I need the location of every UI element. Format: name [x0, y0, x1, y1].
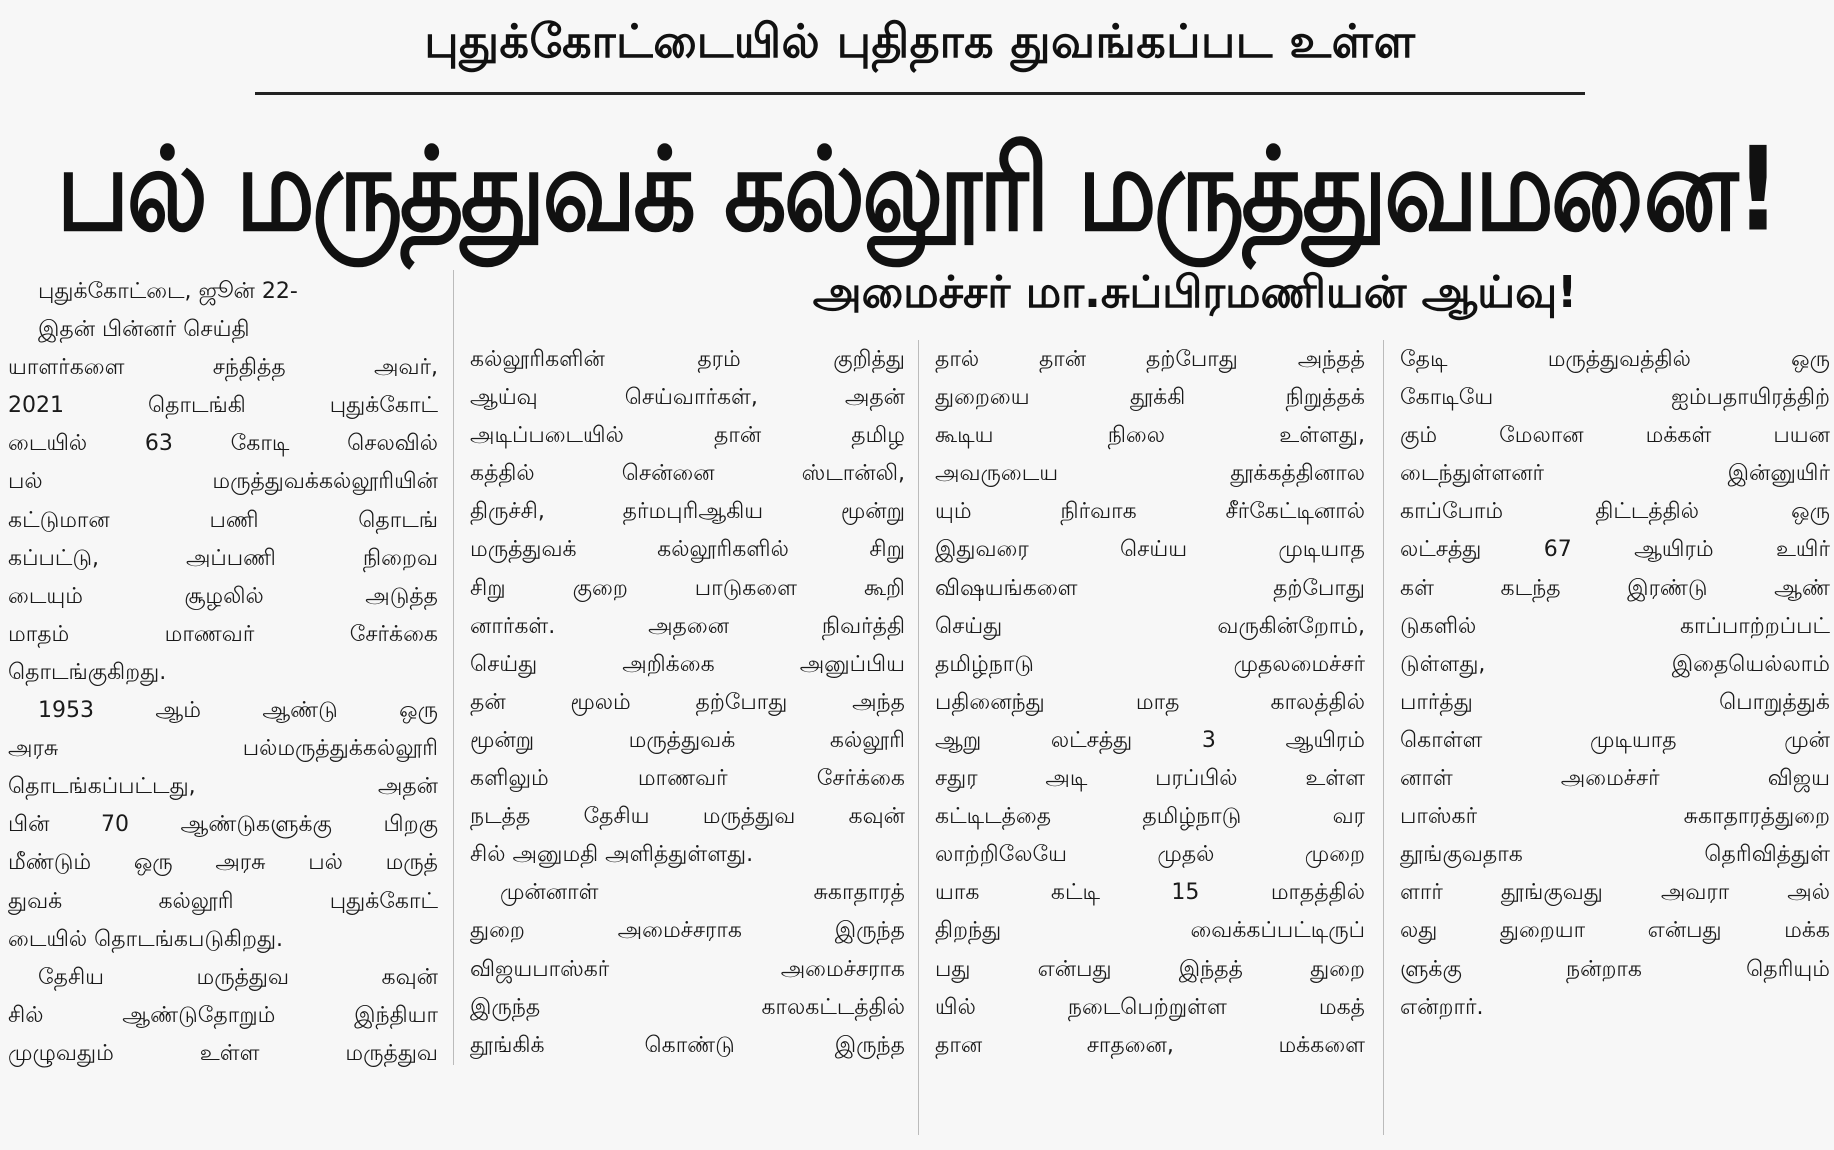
text-line: மூன்று மருத்துவக் கல்லூரி — [470, 727, 905, 753]
text-line: பல் மருத்துவக்கல்லூரியின் — [8, 469, 438, 495]
text-line: கொள்ள முடியாத முன் — [1400, 727, 1830, 753]
text-line: சில் ஆண்டுதோறும் இந்தியா — [8, 1002, 438, 1028]
text-line: ஆய்வு செய்வார்கள், அதன் — [470, 385, 905, 411]
text-line: முழுவதும் உள்ள மருத்துவ — [8, 1040, 438, 1066]
text-line: முன்னாள் சுகாதாரத் — [500, 880, 905, 906]
column-divider — [453, 270, 454, 1065]
text-line: என்றார். — [1400, 994, 1484, 1020]
text-line: யாளர்களை சந்தித்த அவர், — [8, 355, 438, 381]
text-line: விஜயபாஸ்கர் அமைச்சராக — [470, 956, 905, 982]
text-line: கட்டிடத்தை தமிழ்நாடு வர — [935, 804, 1365, 830]
text-line: யில் நடைபெற்றுள்ள மகத் — [935, 994, 1365, 1020]
text-line: னாள் அமைச்சர் விஜய — [1400, 766, 1830, 792]
text-line: லது துறையா என்பது மக்க — [1400, 918, 1830, 944]
text-line: அரசு பல்மருத்துக்கல்லூரி — [8, 736, 438, 762]
article-column-2 — [470, 341, 905, 1065]
text-line: பார்த்து பொறுத்துக் — [1400, 689, 1830, 715]
text-line: இதன் பின்னர் செய்தி — [38, 317, 250, 343]
text-line: டுகளில் காப்பாற்றப்பட் — [1400, 613, 1830, 639]
text-line: யும் நிர்வாக சீர்கேட்டினால் — [935, 499, 1365, 525]
text-line: கும் மேலான மக்கள் பயன — [1400, 423, 1830, 449]
text-line: 1953 ஆம் ஆண்டு ஒரு — [38, 698, 438, 724]
text-line: பது என்பது இந்தத் துறை — [935, 956, 1365, 982]
text-line: கள் கடந்த இரண்டு ஆண் — [1400, 575, 1830, 601]
text-line: செய்து அறிக்கை அனுப்பிய — [470, 651, 905, 677]
text-line: தேசிய மருத்துவ கவுன் — [38, 964, 438, 990]
text-line: துவக் கல்லூரி புதுக்கோட் — [8, 888, 438, 914]
text-line: தான சாதனை, மக்களை — [935, 1032, 1365, 1058]
text-line: தால் தான் தற்போது அந்தத் — [935, 347, 1365, 372]
text-line: தூங்குவதாக தெரிவித்துள் — [1400, 842, 1830, 868]
text-line: யாக கட்டி 15 மாதத்தில் — [935, 880, 1365, 906]
text-line: நடத்த தேசிய மருத்துவ கவுன் — [470, 804, 905, 830]
text-line: டுள்ளது, இதையெல்லாம் — [1400, 651, 1830, 677]
text-line: 2021 தொடங்கி புதுக்கோட் — [8, 393, 438, 419]
text-line: தொடங்குகிறது. — [8, 659, 167, 685]
dateline: புதுக்கோட்டை, ஜூன் 22- — [38, 279, 298, 304]
text-line: கல்லூரிகளின் தரம் குறித்து — [470, 347, 905, 372]
text-line: தூங்கிக் கொண்டு இருந்த — [470, 1032, 905, 1058]
article-column-4 — [1400, 341, 1830, 1027]
text-line: மருத்துவக் கல்லூரிகளில் சிறு — [470, 537, 905, 563]
text-line: சில் அனுமதி அளித்துள்ளது. — [470, 842, 754, 868]
text-line: துறை அமைச்சராக இருந்த — [470, 918, 905, 944]
text-line: சதுர அடி பரப்பில் உள்ள — [935, 766, 1365, 792]
text-line: கட்டுமான பணி தொடங் — [8, 507, 438, 533]
text-line: கோடியே ஐம்பதாயிரத்திற் — [1400, 385, 1830, 411]
text-line: திறந்து வைக்கப்பட்டிருப் — [935, 918, 1365, 944]
text-line: பின் 70 ஆண்டுகளுக்கு பிறகு — [8, 812, 438, 838]
text-line: ளார் தூங்குவது அவரா அல் — [1400, 880, 1830, 906]
column-divider — [918, 340, 919, 1135]
text-line: னார்கள். அதனை நிவர்த்தி — [470, 613, 905, 639]
text-line: திருச்சி, தர்மபுரிஆகிய மூன்று — [470, 499, 905, 525]
text-line: இருந்த காலகட்டத்தில் — [470, 994, 905, 1020]
text-line: டையும் சூழலில் அடுத்த — [8, 583, 438, 609]
kicker-headline: புதுக்கோட்டையில் புதிதாக துவங்கப்பட உள்ள — [424, 14, 1416, 68]
text-line: கத்தில் சென்னை ஸ்டான்லி, — [470, 461, 905, 487]
text-line: பாஸ்கர் சுகாதாரத்துறை — [1400, 804, 1830, 830]
text-line: ஆறு லட்சத்து 3 ஆயிரம் — [935, 727, 1365, 753]
text-line: சிறு குறை பாடுகளை கூறி — [470, 575, 905, 601]
text-line: ளுக்கு நன்றாக தெரியும் — [1400, 956, 1830, 982]
text-line: செய்து வருகின்றோம், — [935, 613, 1365, 639]
article-column-1 — [8, 273, 438, 1073]
text-line: தேடி மருத்துவத்தில் ஒரு — [1400, 347, 1830, 372]
column-divider — [1383, 340, 1384, 1135]
text-line: லாற்றிலேயே முதல் முறை — [935, 842, 1365, 868]
text-line: டைந்துள்ளனர் இன்னுயிர் — [1400, 461, 1830, 487]
text-line: மாதம் மாணவர் சேர்க்கை — [8, 621, 438, 647]
main-headline: பல் மருத்துவக் கல்லூரி மருத்துவமனை! — [56, 123, 1778, 258]
text-line: லட்சத்து 67 ஆயிரம் உயிர் — [1400, 537, 1830, 563]
text-line: கூடிய நிலை உள்ளது, — [935, 423, 1365, 449]
subheadline: அமைச்சர் மா.சுப்பிரமணியன் ஆய்வு! — [812, 267, 1578, 318]
text-line: தொடங்கப்பட்டது, அதன் — [8, 774, 438, 800]
text-line: களிலும் மாணவர் சேர்க்கை — [470, 766, 905, 792]
article-column-3 — [935, 341, 1365, 1065]
text-line: டையில் தொடங்கபடுகிறது. — [8, 926, 284, 952]
text-line: விஷயங்களை தற்போது — [935, 575, 1365, 601]
text-line: காப்போம் திட்டத்தில் ஒரு — [1400, 499, 1830, 525]
text-line: தன் மூலம் தற்போது அந்த — [470, 689, 905, 715]
text-line: அடிப்படையில் தான் தமிழ — [470, 423, 905, 449]
kicker-divider — [255, 92, 1585, 95]
text-line: அவருடைய தூக்கத்தினால — [935, 461, 1365, 487]
text-line: பதினைந்து மாத காலத்தில் — [935, 689, 1365, 715]
text-line: தமிழ்நாடு முதலமைச்சர் — [935, 651, 1365, 677]
text-line: கப்பட்டு, அப்பணி நிறைவ — [8, 545, 438, 571]
text-line: இதுவரை செய்ய முடியாத — [935, 537, 1365, 563]
text-line: மீண்டும் ஒரு அரசு பல் மருத் — [8, 850, 438, 876]
text-line: டையில் 63 கோடி செலவில் — [8, 431, 438, 457]
text-line: துறையை தூக்கி நிறுத்தக் — [935, 385, 1365, 411]
